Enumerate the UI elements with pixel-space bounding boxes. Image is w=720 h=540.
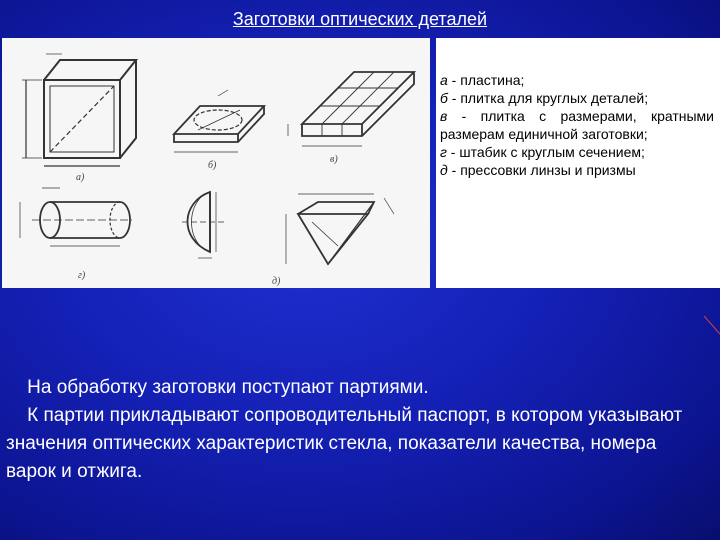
figure-letter-a: а) — [76, 172, 85, 183]
decorative-line — [700, 310, 720, 340]
legend-item — [440, 89, 714, 107]
figure-letter-b: б) — [208, 160, 217, 171]
legend-letter: д — [440, 162, 448, 178]
legend-text: - прессовки линзы и призмы — [447, 162, 636, 178]
legend-text: - плитка для круглых деталей; — [447, 90, 649, 106]
prism-pressing-drawing — [286, 194, 394, 264]
legend-text: - плитка с размерами, кратными размерам единичной заготовки; — [440, 108, 714, 142]
figure-letter-v: в) — [330, 154, 338, 165]
lens-pressing-drawing — [182, 192, 224, 258]
legend-letter: г — [440, 144, 447, 160]
legend-letter: а — [440, 72, 448, 88]
body-paragraph-2 — [6, 402, 706, 486]
legend-item — [440, 107, 714, 143]
figure-letter-d: д) — [272, 276, 281, 287]
body-line-1: На обработку заготовки поступают партиями. — [27, 377, 429, 398]
legend-letter: в — [440, 108, 448, 124]
legend-item — [440, 143, 714, 161]
legend-item — [440, 71, 714, 89]
blanks-drawing — [2, 38, 430, 288]
body-text — [6, 374, 706, 486]
round-tile-drawing — [174, 90, 264, 152]
body-line-2: К партии прикладывают сопроводительный паспорт, в котором указывают значения оптических характеристик стекла, показатели качества, номера варок и отжига. — [6, 405, 683, 482]
body-paragraph-1 — [6, 374, 706, 402]
legend-letter: б — [440, 90, 448, 106]
legend-panel — [436, 38, 720, 288]
figure-letter-g: г) — [78, 270, 86, 281]
legend-item — [440, 161, 714, 179]
legend-text: - пластина; — [447, 72, 525, 88]
round-rod-drawing — [20, 188, 132, 246]
plate-drawing — [22, 54, 136, 166]
legend-text: - штабик с круглым сечением; — [446, 144, 645, 160]
blanks-drawing-svg — [2, 38, 430, 288]
slide-title: Заготовки оптических деталей — [232, 9, 488, 29]
multiple-tile-drawing — [288, 72, 414, 146]
